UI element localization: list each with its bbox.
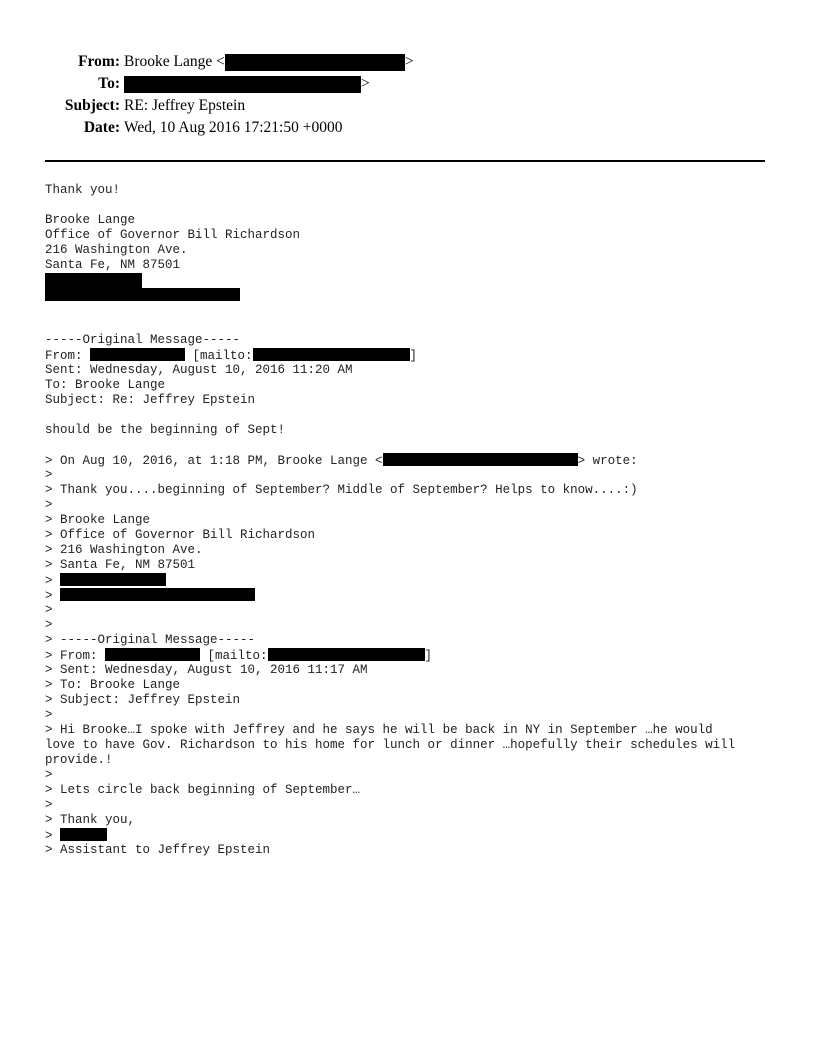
original-from-line [45,348,775,363]
redacted-line [45,273,775,288]
signature-office: Office of Governor Bill Richardson [45,228,301,242]
redaction-block [90,348,185,361]
quoted-sent-line: > Sent: Wednesday, August 10, 2016 11:17 AM [45,663,368,677]
quoted-from-prefix: > From: [45,649,106,663]
redaction-block [45,288,240,301]
redaction-block [225,54,405,71]
to-close: > [361,75,370,92]
quoted-redacted-line [45,828,775,843]
mailto-prefix: [mailto: [200,649,268,663]
from-value [124,52,414,72]
blank-line [45,198,775,213]
quoted-message-line: love to have Gov. Richardson to his home for lunch or dinner …hopefully their schedules will [45,738,736,752]
redaction-block [383,453,578,466]
header-divider [45,160,765,162]
quoted-thanks: > Thank you....beginning of September? Middle of September? Helps to know....:) [45,483,638,497]
mailto-close: ] [424,649,433,663]
quoted-from-line [45,648,775,663]
blank-line [45,303,775,318]
to-row [0,74,816,94]
quote-intro [45,453,775,468]
blank-line [45,438,775,453]
redaction-block [253,348,410,361]
date-label: Date: [83,119,120,136]
redaction-block [60,573,166,586]
redaction-block [105,648,200,661]
from-name: Brooke Lange < [124,53,225,70]
quoted-assistant-line: > Assistant to Jeffrey Epstein [45,843,271,857]
redacted-line [45,288,775,303]
quoted-to-line: > To: Brooke Lange [45,678,181,692]
from-close: > [404,53,414,70]
original-sent-line: Sent: Wednesday, August 10, 2016 11:20 AM [45,363,353,377]
redaction-block [60,828,107,841]
quote-prefix: > [45,574,61,588]
quote-marker: > [45,798,53,812]
mailto-prefix: [mailto: [185,349,253,363]
signature-city: Santa Fe, NM 87501 [45,258,181,272]
mailto-close: ] [409,349,418,363]
to-value [124,74,370,94]
quote-marker: > [45,468,53,482]
quoted-redacted-line [45,588,775,603]
date-value: Wed, 10 Aug 2016 17:21:50 +0000 [124,119,343,136]
quoted-thank-you: > Thank you, [45,813,136,827]
date-row [0,118,816,138]
quote-intro-end: > wrote: [577,454,638,468]
signature-street: 216 Washington Ave. [45,243,188,257]
subject-value: RE: Jeffrey Epstein [124,97,246,114]
from-row [0,52,816,72]
quote-prefix: > [45,829,61,843]
quoted-message-line: > Hi Brooke…I spoke with Jeffrey and he says he will be back in NY in September …he would [45,723,713,737]
reply-text: should be the beginning of Sept! [45,423,286,437]
original-message-header: -----Original Message----- [45,333,241,347]
original-subject-line: Subject: Re: Jeffrey Epstein [45,393,256,407]
quote-marker: > [45,708,53,722]
subject-label: Subject: [64,97,120,114]
signature-name: Brooke Lange [45,213,136,227]
quoted-message-line: provide.! [45,753,113,767]
from-label: From: [78,53,120,70]
body-line: Thank you! [45,183,121,197]
original-to-line: To: Brooke Lange [45,378,166,392]
quote-marker: > [45,618,53,632]
quote-marker: > [45,603,53,617]
blank-line [45,408,775,423]
from-prefix: From: [45,349,91,363]
quoted-circle-back: > Lets circle back beginning of September… [45,783,361,797]
to-label: To: [98,75,120,92]
redaction-block [45,273,142,289]
blank-line [45,318,775,333]
quote-prefix: > [45,589,61,603]
quote-marker: > [45,498,53,512]
quoted-subject-line: > Subject: Jeffrey Epstein [45,693,241,707]
quoted-redacted-line [45,573,775,588]
subject-row [0,96,816,116]
quoted-signature-name: > Brooke Lange [45,513,151,527]
quoted-original-header: > -----Original Message----- [45,633,256,647]
quote-intro-start: > On Aug 10, 2016, at 1:18 PM, Brooke Lange < [45,454,383,468]
quoted-signature-city: > Santa Fe, NM 87501 [45,558,196,572]
quote-marker: > [45,768,53,782]
quoted-signature-street: > 216 Washington Ave. [45,543,203,557]
redaction-block [124,76,361,93]
redaction-block [60,588,255,601]
email-body [45,183,775,858]
redaction-block [268,648,425,661]
quoted-signature-office: > Office of Governor Bill Richardson [45,528,316,542]
